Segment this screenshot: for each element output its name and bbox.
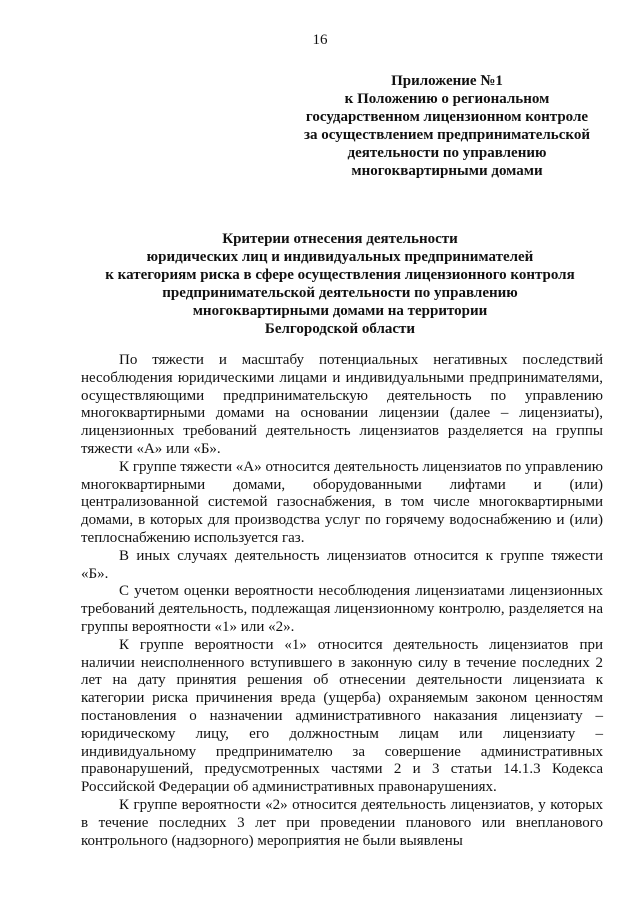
criteria-title <box>70 230 610 338</box>
paragraph-probability-1: К группе вероятности «1» относится деятельность лицензиатов при наличии неисполненного вступившего в законную силу в течение последних 2 лет на дату принятия решения об отнесении деятельности лицензиата к категории риска причинения вреда (ущерба) охраняемым законом ценностям постановления о назначении административного наказания лицензиату – юридическому лицу, его должностным лицам или лицензиату – индивидуальному предпринимателю за совершение административных правонарушений, предусмотренных частями 2 и 3 статьи 14.1.3 Кодекса Российской Федерации об административных правонарушениях. <box>81 636 603 796</box>
document-body <box>81 352 603 850</box>
appendix-line: деятельности по управлению <box>347 145 547 161</box>
appendix-line: многоквартирными домами <box>351 163 543 179</box>
paragraph-probability-groups: С учетом оценки вероятности несоблюдения лицензиатами лицензионных требований деятельность, подлежащая лицензионному контролю, разделяется на группы вероятности «1» или «2». <box>81 583 603 635</box>
criteria-title-line: многоквартирными домами на территории <box>192 303 488 319</box>
criteria-title-line: к категориям риска в сфере осуществления лицензионного контроля <box>105 267 575 283</box>
appendix-line: государственном лицензионном контроле <box>305 109 589 125</box>
criteria-title-line: предпринимательской деятельности по управлению <box>162 285 518 301</box>
appendix-line: за осуществлением предпринимательской <box>304 127 590 143</box>
criteria-title-line: Белгородской области <box>264 321 416 337</box>
paragraph-group-b: В иных случаях деятельность лицензиатов относится к группе тяжести «Б». <box>81 547 603 582</box>
paragraph-group-a: К группе тяжести «А» относится деятельность лицензиатов по управлению многоквартирными домами, оборудованными лифтами и (или) централизованной системой газоснабжения, в том числе многоквартирными домами, в которых для производства услуг по горячему водоснабжению и (или) теплоснабжению используется газ. <box>81 458 603 546</box>
criteria-title-line: юридических лиц и индивидуальных предпринимателей <box>146 249 534 265</box>
paragraph-probability-2: К группе вероятности «2» относится деятельность лицензиатов, у которых в течение последних 3 лет при проведении планового или внепланового контрольного (надзорного) мероприятия не были выявлены <box>81 796 603 849</box>
paragraph-severity-groups: По тяжести и масштабу потенциальных негативных последствий несоблюдения юридическими лицами и индивидуальными предпринимателями, осуществляющими предпринимательскую деятельность по управлению многоквартирными домами на основании лицензии (далее – лицензиаты), лицензионных требований деятельность лицензиатов разделяется на группы тяжести «А» или «Б». <box>81 352 603 457</box>
appendix-header <box>292 72 602 180</box>
appendix-line: к Положению о региональном <box>344 91 550 107</box>
appendix-line: Приложение №1 <box>391 73 503 89</box>
page-number: 16 <box>312 32 328 48</box>
criteria-title-line: Критерии отнесения деятельности <box>222 231 458 247</box>
